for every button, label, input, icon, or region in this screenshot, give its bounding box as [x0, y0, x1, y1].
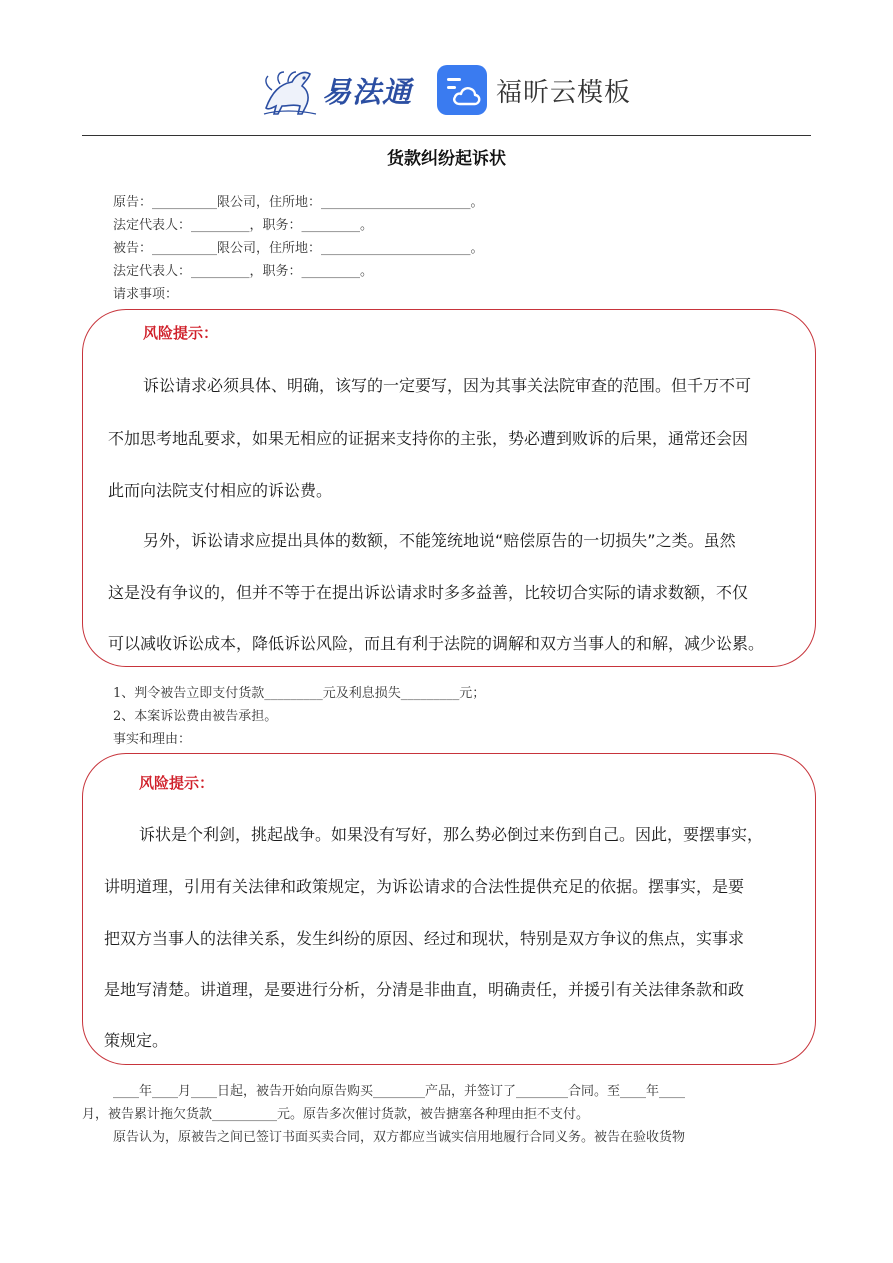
plaintiff-line: 原告：__________限公司，住所地：_______________________。 — [113, 195, 484, 210]
facts-line: 月，被告累计拖欠货款__________元。原告多次催讨货款，被告搪塞各种理由拒不支付。 — [82, 1107, 590, 1122]
defendant-line: 被告：__________限公司，住所地：_______________________。 — [113, 241, 484, 256]
risk-notice-1-line: 诉讼请求必须具体、明确，该写的一定要写，因为其事关法院审查的范围。但千万不可 — [143, 376, 752, 395]
risk-notice-title-1: 风险提示： — [143, 324, 219, 342]
risk-notice-2-line: 是地写清楚。讲道理，是要进行分析，分清是非曲直，明确责任，并援引有关法律条款和政 — [104, 980, 745, 999]
risk-notice-1-line: 此而向法院支付相应的诉讼费。 — [108, 481, 333, 500]
request-item-2: 2、本案诉讼费由被告承担。 — [113, 709, 278, 724]
risk-notice-box-2 — [82, 753, 816, 1065]
header-logos — [258, 60, 638, 122]
risk-notice-1-line: 不加思考地乱要求，如果无相应的证据来支持你的主张，势必遭到败诉的后果，通常还会因 — [108, 429, 749, 448]
facts-line: 原告认为，原被告之间已签订书面买卖合同，双方都应当诚实信用地履行合同义务。被告在验收货物 — [113, 1130, 686, 1145]
request-item-1: 1、判令被告立即支付货款_________元及利息损失_________元； — [113, 686, 486, 701]
fuxin-logo-text: 福昕云模板 — [496, 78, 632, 108]
yifatong-logo-text: 易法通 — [322, 75, 413, 109]
plaintiff-rep-line: 法定代表人：_________，职务：_________。 — [113, 218, 374, 233]
document-title: 货款纠纷起诉状 — [387, 149, 506, 169]
header-divider — [82, 135, 811, 136]
fuxin-cloud-logo-icon — [436, 64, 488, 116]
risk-notice-2-line: 策规定。 — [104, 1031, 169, 1050]
facts-heading: 事实和理由： — [113, 732, 192, 747]
claims-heading: 请求事项： — [113, 287, 179, 302]
risk-notice-1-line: 另外，诉讼请求应提出具体的数额，不能笼统地说“赔偿原告的一切损失”之类。虽然 — [143, 531, 736, 550]
risk-notice-2-line: 诉状是个利剑，挑起战争。如果没有写好，那么势必倒过来伤到自己。因此，要摆事实， — [139, 825, 764, 844]
risk-notice-1-line: 可以减收诉讼成本，降低诉讼风险，而且有利于法院的调解和双方当事人的和解，减少讼累。 — [108, 634, 765, 653]
risk-notice-title-2: 风险提示： — [139, 774, 215, 792]
facts-line: ____年____月____日起，被告开始向原告购买________产品，并签订了________合同。至____年____ — [113, 1084, 686, 1099]
risk-notice-1-line: 这是没有争议的，但并不等于在提出诉讼请求时多多益善，比较切合实际的请求数额，不仅 — [108, 583, 749, 602]
defendant-rep-line: 法定代表人：_________，职务：_________。 — [113, 264, 374, 279]
risk-notice-2-line: 把双方当事人的法律关系，发生纠纷的原因、经过和现状，特别是双方争议的焦点，实事求 — [104, 929, 745, 948]
risk-notice-2-line: 讲明道理，引用有关法律和政策规定，为诉讼请求的合法性提供充足的依据。摆事实，是要 — [104, 877, 745, 896]
